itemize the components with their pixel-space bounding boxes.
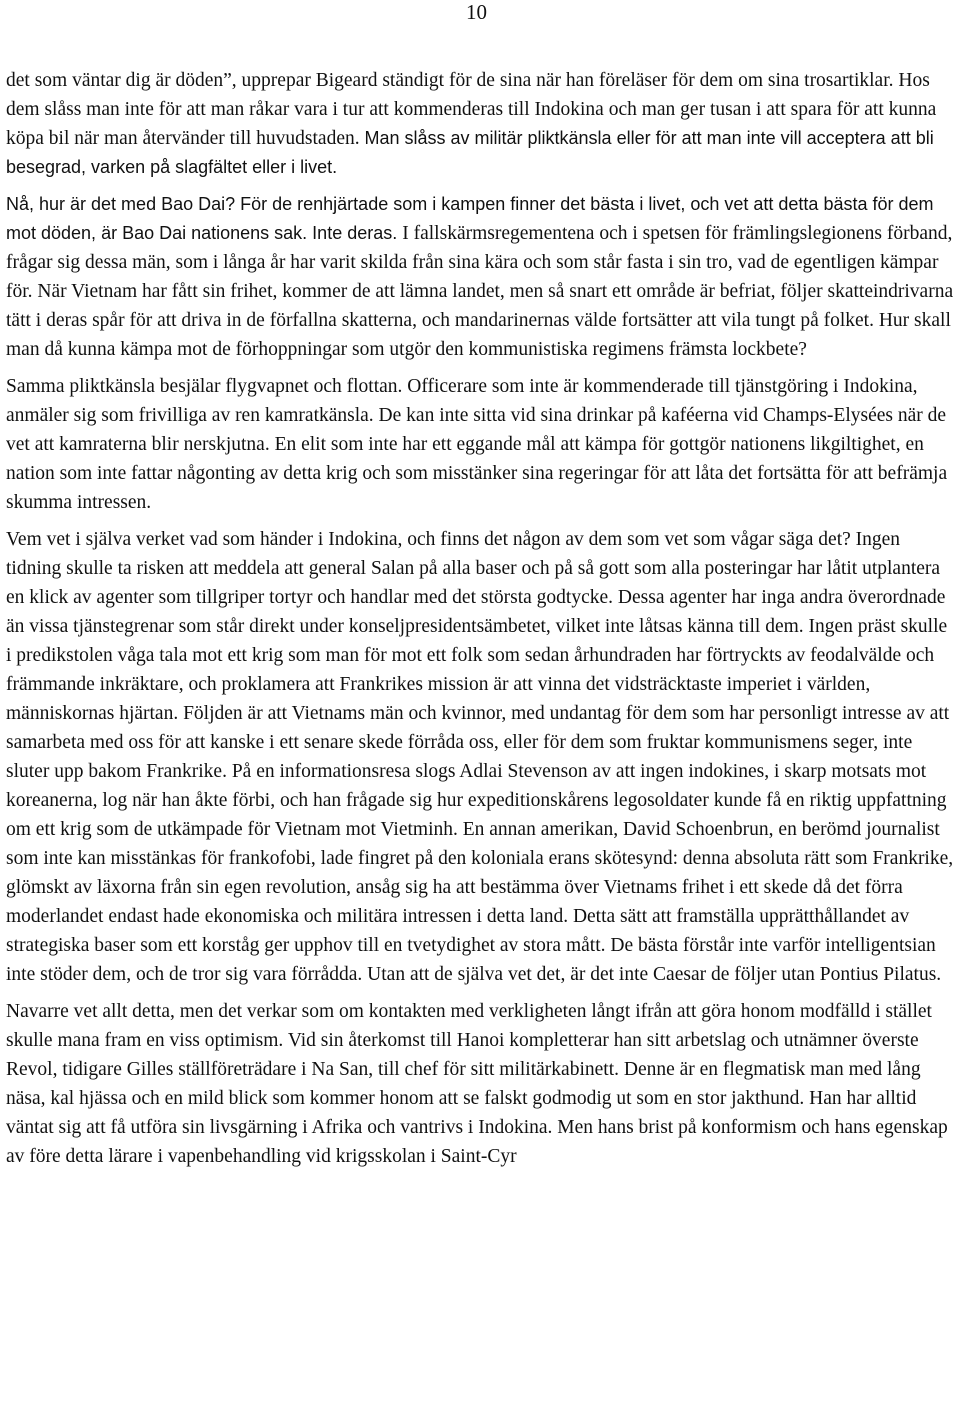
page-number: 10 <box>466 0 487 24</box>
paragraph-5 <box>6 997 956 1171</box>
body-text <box>6 66 956 1179</box>
paragraph-1 <box>6 66 956 182</box>
paragraph-1-segment-2: Man slåss av militär pliktkänsla eller för att man inte vill acceptera att bli besegrad, varken på slagfältet eller i livet. <box>6 128 934 177</box>
paragraph-2 <box>6 190 956 364</box>
paragraph-2-segment-2: För de renhjärtade som i kampen finner det bästa i livet, och vet att detta bästa för dem mot döden, är Bao Dai nationens sak. Inte deras. <box>6 194 934 243</box>
paragraph-3 <box>6 372 956 517</box>
paragraph-3-segment-1: Samma pliktkänsla besjälar flygvapnet och flottan. Officerare som inte är kommenderade till tjänstgöring i Indokina, anmäler sig som frivilliga av ren kamratkänsla. De kan inte sitta vid sina drinkar på kaféerna vid Champs-Elysées när de vet att kamraterna blir nerskjutna. En elit som inte har ett eggande mål att kämpa för gottgör nationens likgiltighet, en nation som inte fattar någonting av detta krig och som misstänker sina regeringar för att låta det fortsätta för att befrämja skumma intressen. <box>6 376 948 513</box>
paragraph-5-segment-1: Navarre vet allt detta, men det verkar som om kontakten med verkligheten långt ifrån att göra honom modfälld i stället skulle mana fram en viss optimism. Vid sin återkomst till Hanoi kompletterar han sitt arbetslag och utnämner överste Revol, tidigare Gilles ställföreträdare i Na San, till chef för sitt militärkabinett. Denne är en flegmatisk man med lång näsa, kal hjässa och en mild blick som kommer honom att se falskt godmodig ut som en stor jakthund. Han har alltid väntat sig att få utföra sin livsgärning i Afrika och vantrivs i Indokina. Men hans brist på konformism och hans egenskap av före detta lärare i vapenbehandling vid krigsskolan i Saint-Cyr <box>6 1001 948 1167</box>
paragraph-1-segment-1: det som väntar dig är döden”, upprepar Bigeard ständigt för de sina när han föreläser för dem om sina trosartiklar. Hos dem slåss man inte för att man råkar vara i tur att kommenderas till Indokina och man ger tusan i att spara för att kunna köpa bil när man återvänder till huvudstaden. <box>6 70 937 149</box>
paragraph-2-segment-1: Nå, hur är det med Bao Dai? <box>6 194 241 214</box>
paragraph-2-segment-3: I fallskärmsregementena och i spetsen för främlingslegionens förband, frågar sig dessa män, som i långa år har varit skilda från sina kära och som står fasta i sin tro, vad de egentligen kämpar för. När Vietnam har fått sin frihet, kommer de att lämna landet, men så snart ett område är befriat, följer skatteindrivarna tätt i deras spår för att driva in de förfallna skatterna, och mandarinernas välde fortsätter att vila tungt på folket. Hur skall man då kunna kämpa mot de förhoppningar som utgör den kommunistiska regimens främsta lockbete? <box>6 223 954 360</box>
paragraph-4-segment-1: Vem vet i själva verket vad som händer i Indokina, och finns det någon av dem som vet som vågar säga det? Ingen tidning skulle ta risken att meddela att general Salan på alla baser och på så gott som alla posteringar har låtit utplantera en klick av agenter som tillgriper tortyr och handlar med det största godtycke. Dessa agenter har inga andra överordnade än vissa tjänstegrenar som står direkt under konseljpresidentsämbetet, vilket inte låtsas känna till dem. Ingen präst skulle i predikstolen våga tala mot ett krig som man för mot ett folk som sedan århundraden har förtryckts av feodalvälde och främmande inkräktare, och proklamera att Frankrikes mission är att vinna det vidsträcktaste imperiet i världen, människornas hjärtan. Följden är att Vietnams män och kvinnor, med undantag för dem som har personligt intresse av att samarbeta med oss för att kanske i ett senare skede förråda oss, eller för dem som fruktar kommunismens seger, inte sluter upp bakom Frankrike. På en informationsresa slogs Adlai Stevenson av att ingen indokines, i skarp motsats mot koreanerna, log när han åkte förbi, och han frågade sig hur expeditionskårens legosoldater kunde få en riktig uppfattning om ett krig som de utkämpade för Vietnam mot Vietminh. En annan amerikan, David Schoenbrun, en berömd journalist som inte kan misstänkas för frankofobi, lade fingret på den koloniala erans skötesynd: denna absoluta rätt som Frankrike, glömskt av läxorna från sin egen revolution, ansåg sig ha att bestämma över Vietnams frihet i ett skede då det förra moderlandet endast hade ekonomiska och militära intressen i detta land. Detta sätt att framställa upprätthållandet av strategiska baser som ett korståg ger upphov till en tvetydighet av stora mått. De bästa förstår inte varför intelligentsian inte stöder dem, och de tror sig vara förrådda. Utan att de själva vet det, är det inte Caesar de följer utan Pontius Pilatus. <box>6 529 954 985</box>
paragraph-4 <box>6 525 956 989</box>
